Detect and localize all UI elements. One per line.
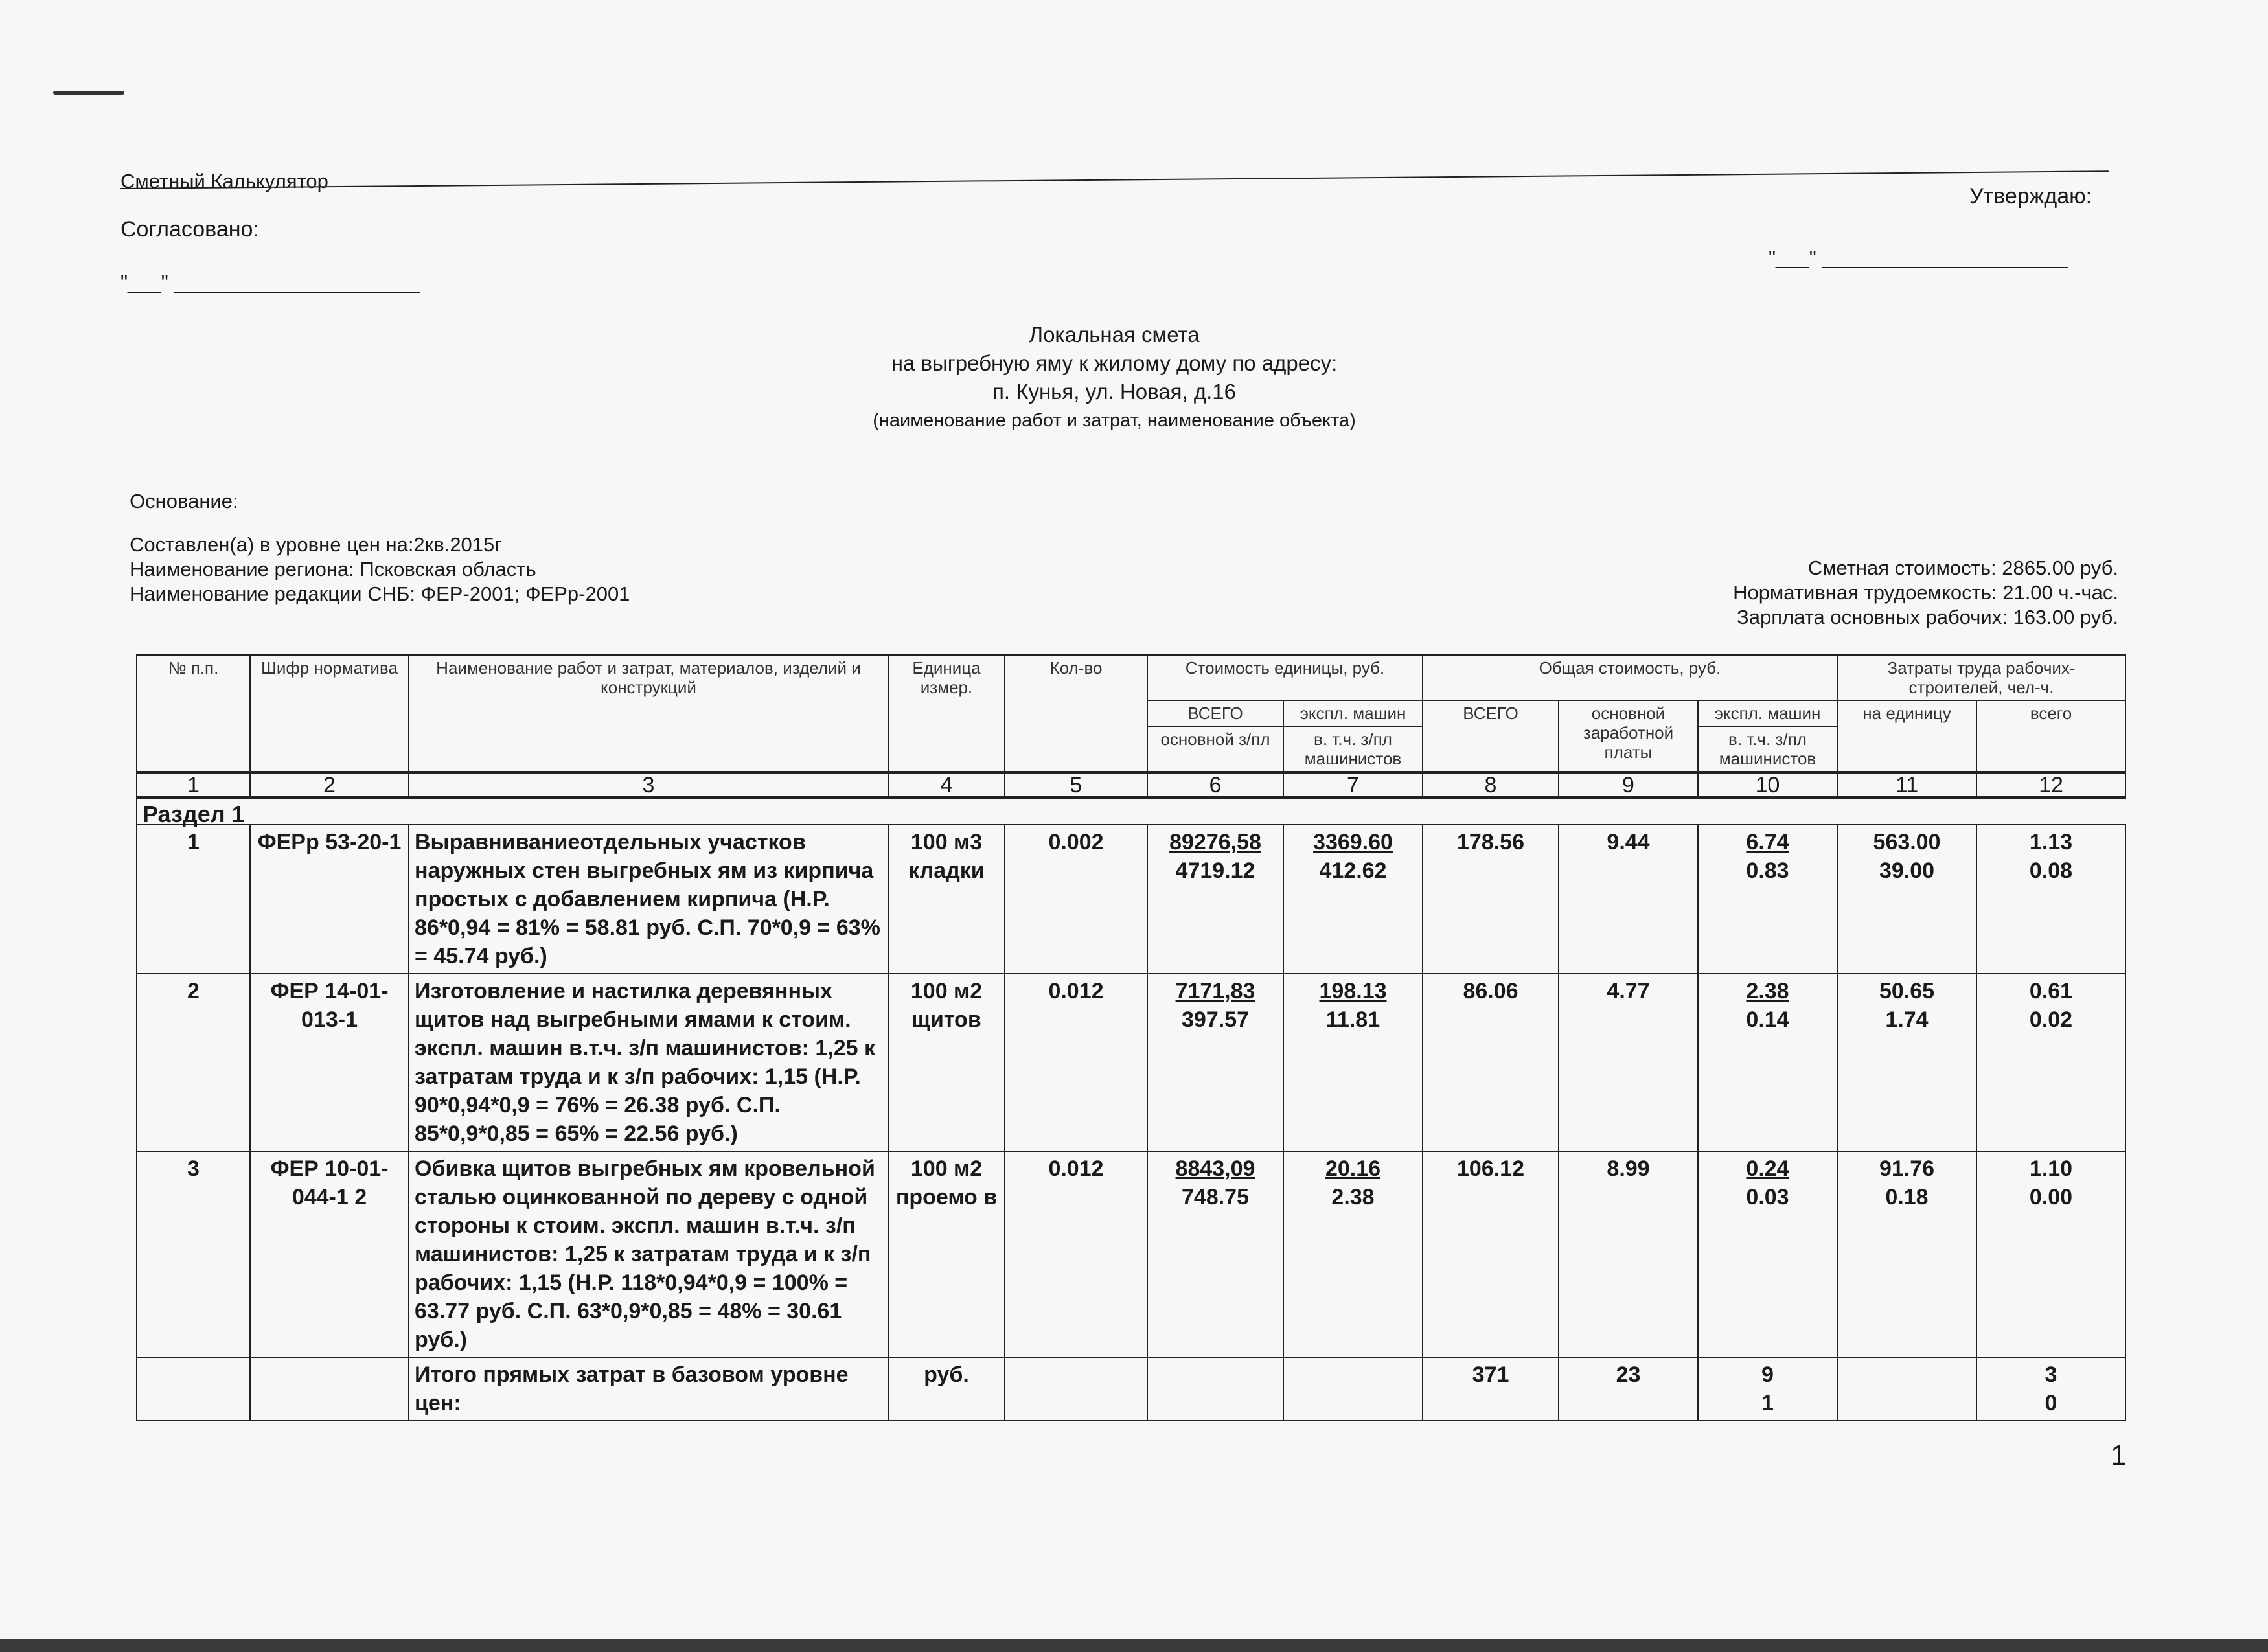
title-line-3: п. Кунья, ул. Новая, д.16	[992, 380, 1236, 404]
row-c7	[1283, 1151, 1423, 1357]
col-number: 6	[1147, 773, 1283, 798]
row-code: ФЕР 10-01-044-1 2	[250, 1151, 409, 1357]
base-wages: Зарплата основных рабочих: 163.00 руб.	[1737, 606, 2118, 628]
row-c7-bottom: 412.62	[1319, 858, 1387, 883]
total-c8: 371	[1423, 1357, 1559, 1421]
row-c12-bottom: 0.08	[2029, 858, 2073, 883]
row-c6-bottom: 748.75	[1182, 1185, 1249, 1210]
total-unit: руб.	[888, 1357, 1005, 1421]
row-c10	[1698, 825, 1837, 974]
scan-mark	[53, 91, 124, 95]
col-number: 5	[1005, 773, 1147, 798]
row-c9: 9.44	[1559, 825, 1698, 974]
col-number: 2	[250, 773, 409, 798]
page-number: 1	[2111, 1440, 2127, 1471]
row-qty: 0.012	[1005, 1151, 1147, 1357]
total-c10	[1698, 1357, 1837, 1421]
table-row	[137, 1151, 2125, 1357]
col-number: 12	[1976, 773, 2125, 798]
document-title	[648, 321, 1581, 435]
header-row-1	[137, 655, 2125, 700]
col-unit-cost-machine-wage: в. т.ч. з/пл машинистов	[1283, 726, 1423, 773]
col-unit-cost-base-wage: основной з/пл	[1147, 726, 1283, 773]
scan-bottom-edge	[0, 1639, 2268, 1652]
total-section	[137, 1357, 2125, 1421]
col-unit-header: Единица измер.	[888, 655, 1005, 773]
row-c6	[1147, 825, 1283, 974]
approve-label: Утверждаю:	[1969, 184, 2092, 209]
row-num: 3	[137, 1151, 250, 1357]
row-c9: 4.77	[1559, 974, 1698, 1151]
col-number: 3	[409, 773, 888, 798]
row-c10-bottom: 0.14	[1746, 1007, 1789, 1032]
col-code-header: Шифр норматива	[250, 655, 409, 773]
row-c12	[1976, 825, 2125, 974]
col-total-machine-wage: в. т.ч. з/пл машинистов	[1698, 726, 1837, 773]
row-c7-top: 20.16	[1325, 1156, 1381, 1181]
row-c7-top: 198.13	[1319, 979, 1387, 1004]
estimated-cost: Сметная стоимость: 2865.00 руб.	[1807, 556, 2118, 579]
col-unit-cost-header: Стоимость единицы, руб.	[1147, 655, 1423, 700]
row-unit: 100 м3 кладки	[888, 825, 1005, 974]
row-c12-top: 1.13	[2029, 830, 2073, 855]
row-c10-bottom: 0.03	[1746, 1185, 1789, 1210]
total-c6	[1147, 1357, 1283, 1421]
total-num	[137, 1357, 250, 1421]
row-c11	[1837, 825, 1976, 974]
basis-label: Основание:	[130, 490, 238, 512]
title-note: (наименование работ и затрат, наименование объекта)	[873, 410, 1356, 431]
row-c10-bottom: 0.83	[1746, 858, 1789, 883]
section-label: Раздел 1	[137, 798, 2125, 825]
total-c10-top: 9	[1761, 1362, 1774, 1387]
total-c11	[1837, 1357, 1976, 1421]
total-qty	[1005, 1357, 1147, 1421]
row-c7-bottom: 2.38	[1331, 1185, 1375, 1210]
total-c12-top: 3	[2045, 1362, 2057, 1387]
row-qty: 0.012	[1005, 974, 1147, 1151]
row-c11-top: 563.00	[1873, 830, 1941, 855]
snb-edition: Наименование редакции СНБ: ФЕР-2001; ФЕРр-2001	[130, 582, 630, 605]
row-c12-top: 0.61	[2029, 979, 2073, 1004]
row-qty: 0.002	[1005, 825, 1147, 974]
col-number: 7	[1283, 773, 1423, 798]
title-line-2: на выгребную яму к жилому дому по адресу:	[891, 351, 1338, 375]
col-name-header: Наименование работ и затрат, материалов, изделий и конструкций	[409, 655, 888, 773]
meta-left	[130, 533, 842, 606]
estimate-table	[136, 654, 2126, 1421]
col-number: 1	[137, 773, 250, 798]
row-c6	[1147, 1151, 1283, 1357]
meta-right	[1490, 556, 2118, 630]
col-labor-header: Затраты труда рабочих-строителей, чел-ч.	[1837, 655, 2125, 700]
title-line-1: Локальная смета	[1029, 323, 1200, 347]
row-c6	[1147, 974, 1283, 1151]
row-c10-top: 0.24	[1746, 1156, 1789, 1181]
estimate-table-wrapper	[136, 654, 2125, 1421]
row-c11-bottom: 39.00	[1879, 858, 1935, 883]
col-total-machine: экспл. машин	[1698, 700, 1837, 726]
row-unit: 100 м2 щитов	[888, 974, 1005, 1151]
row-c8: 106.12	[1423, 1151, 1559, 1357]
section-row	[137, 798, 2125, 825]
row-c11	[1837, 974, 1976, 1151]
total-c12-bottom: 0	[2045, 1391, 2057, 1416]
agreed-label: Согласовано:	[120, 217, 259, 242]
total-name: Итого прямых затрат в базовом уровне цен:	[409, 1357, 888, 1421]
row-c12-top: 1.10	[2029, 1156, 2073, 1181]
row-num: 2	[137, 974, 250, 1151]
row-c8: 178.56	[1423, 825, 1559, 974]
row-c12-bottom: 0.00	[2029, 1185, 2073, 1210]
row-c8: 86.06	[1423, 974, 1559, 1151]
row-c6-top: 7171,83	[1175, 979, 1255, 1004]
row-unit: 100 м2 проемо в	[888, 1151, 1005, 1357]
row-c6-top: 8843,09	[1175, 1156, 1255, 1181]
col-num-header: № п.п.	[137, 655, 250, 773]
row-c10	[1698, 1151, 1837, 1357]
row-c7	[1283, 974, 1423, 1151]
total-code	[250, 1357, 409, 1421]
col-qty-header: Кол-во	[1005, 655, 1147, 773]
col-number: 10	[1698, 773, 1837, 798]
col-number: 9	[1559, 773, 1698, 798]
col-number: 8	[1423, 773, 1559, 798]
col-unit-cost-machine: экспл. машин	[1283, 700, 1423, 726]
row-c11-top: 91.76	[1879, 1156, 1935, 1181]
row-c7-bottom: 11.81	[1325, 1007, 1380, 1032]
total-c9: 23	[1559, 1357, 1698, 1421]
column-numbers-row	[137, 773, 2125, 798]
col-total-all: ВСЕГО	[1423, 700, 1559, 773]
labor-intensity: Нормативная трудоемкость: 21.00 ч.-час.	[1733, 581, 2118, 604]
estimate-rows	[137, 825, 2125, 1357]
price-level: Составлен(а) в уровне цен на:2кв.2015г	[130, 533, 502, 556]
agreed-date-line: "___" ______________________	[120, 271, 420, 293]
col-total-cost-header: Общая стоимость, руб.	[1423, 655, 1837, 700]
row-c11	[1837, 1151, 1976, 1357]
col-total-base-wage: основной заработной платы	[1559, 700, 1698, 773]
row-c9: 8.99	[1559, 1151, 1698, 1357]
row-c7-top: 3369.60	[1313, 830, 1393, 855]
total-c7	[1283, 1357, 1423, 1421]
row-c6-top: 89276,58	[1169, 830, 1261, 855]
approve-date-line: "___" ______________________	[1769, 246, 2068, 269]
col-labor-unit: на единицу	[1837, 700, 1976, 773]
row-c11-top: 50.65	[1879, 979, 1935, 1004]
row-c11-bottom: 1.74	[1885, 1007, 1929, 1032]
col-labor-total: всего	[1976, 700, 2125, 773]
row-c12-bottom: 0.02	[2029, 1007, 2073, 1032]
row-c12	[1976, 1151, 2125, 1357]
table-row	[137, 825, 2125, 974]
row-name: Выравниваниеотдельных участков наружных стен выгребных ям из кирпича простых с добавлением кирпича (Н.Р. 86*0,94 = 81% = 58.81 руб. С.П. 70*0,9 = 63% = 45.74 руб.)	[409, 825, 888, 974]
total-c12	[1976, 1357, 2125, 1421]
row-name: Обивка щитов выгребных ям кровельной сталью оцинкованной по дереву с одной стороны к стоим. экспл. машин в.т.ч. з/п машинистов: 1,25 к затратам труда и к з/п рабочих: 1,15 (Н.Р. 118*0,94*0,9 = 100% = 63.77 руб. С.П. 63*0,9*0,85 = 48% = 30.61 руб.)	[409, 1151, 888, 1357]
row-c12	[1976, 974, 2125, 1151]
col-number: 4	[888, 773, 1005, 798]
row-code: ФЕРр 53-20-1	[250, 825, 409, 974]
total-row	[137, 1357, 2125, 1421]
row-c6-bottom: 397.57	[1182, 1007, 1249, 1032]
row-num: 1	[137, 825, 250, 974]
row-c10-top: 2.38	[1746, 979, 1789, 1004]
row-c7	[1283, 825, 1423, 974]
row-c10	[1698, 974, 1837, 1151]
row-name: Изготовление и настилка деревянных щитов над выгребными ямами к стоим. экспл. машин в.т.ч. з/п машинистов: 1,25 к затратам труда и к з/п рабочих: 1,15 (Н.Р. 90*0,94*0,9 = 76% = 26.38 руб. С.П. 85*0,9*0,85 = 65% = 22.56 руб.)	[409, 974, 888, 1151]
region: Наименование региона: Псковская область	[130, 558, 536, 580]
row-c6-bottom: 4719.12	[1175, 858, 1255, 883]
col-number: 11	[1837, 773, 1976, 798]
row-code: ФЕР 14-01-013-1	[250, 974, 409, 1151]
row-c10-top: 6.74	[1746, 830, 1789, 855]
total-c10-bottom: 1	[1761, 1391, 1774, 1416]
col-unit-cost-total: ВСЕГО	[1147, 700, 1283, 726]
header-rule	[120, 170, 2109, 189]
app-name: Сметный Калькулятор	[120, 170, 328, 192]
table-row	[137, 974, 2125, 1151]
row-c11-bottom: 0.18	[1885, 1185, 1929, 1210]
